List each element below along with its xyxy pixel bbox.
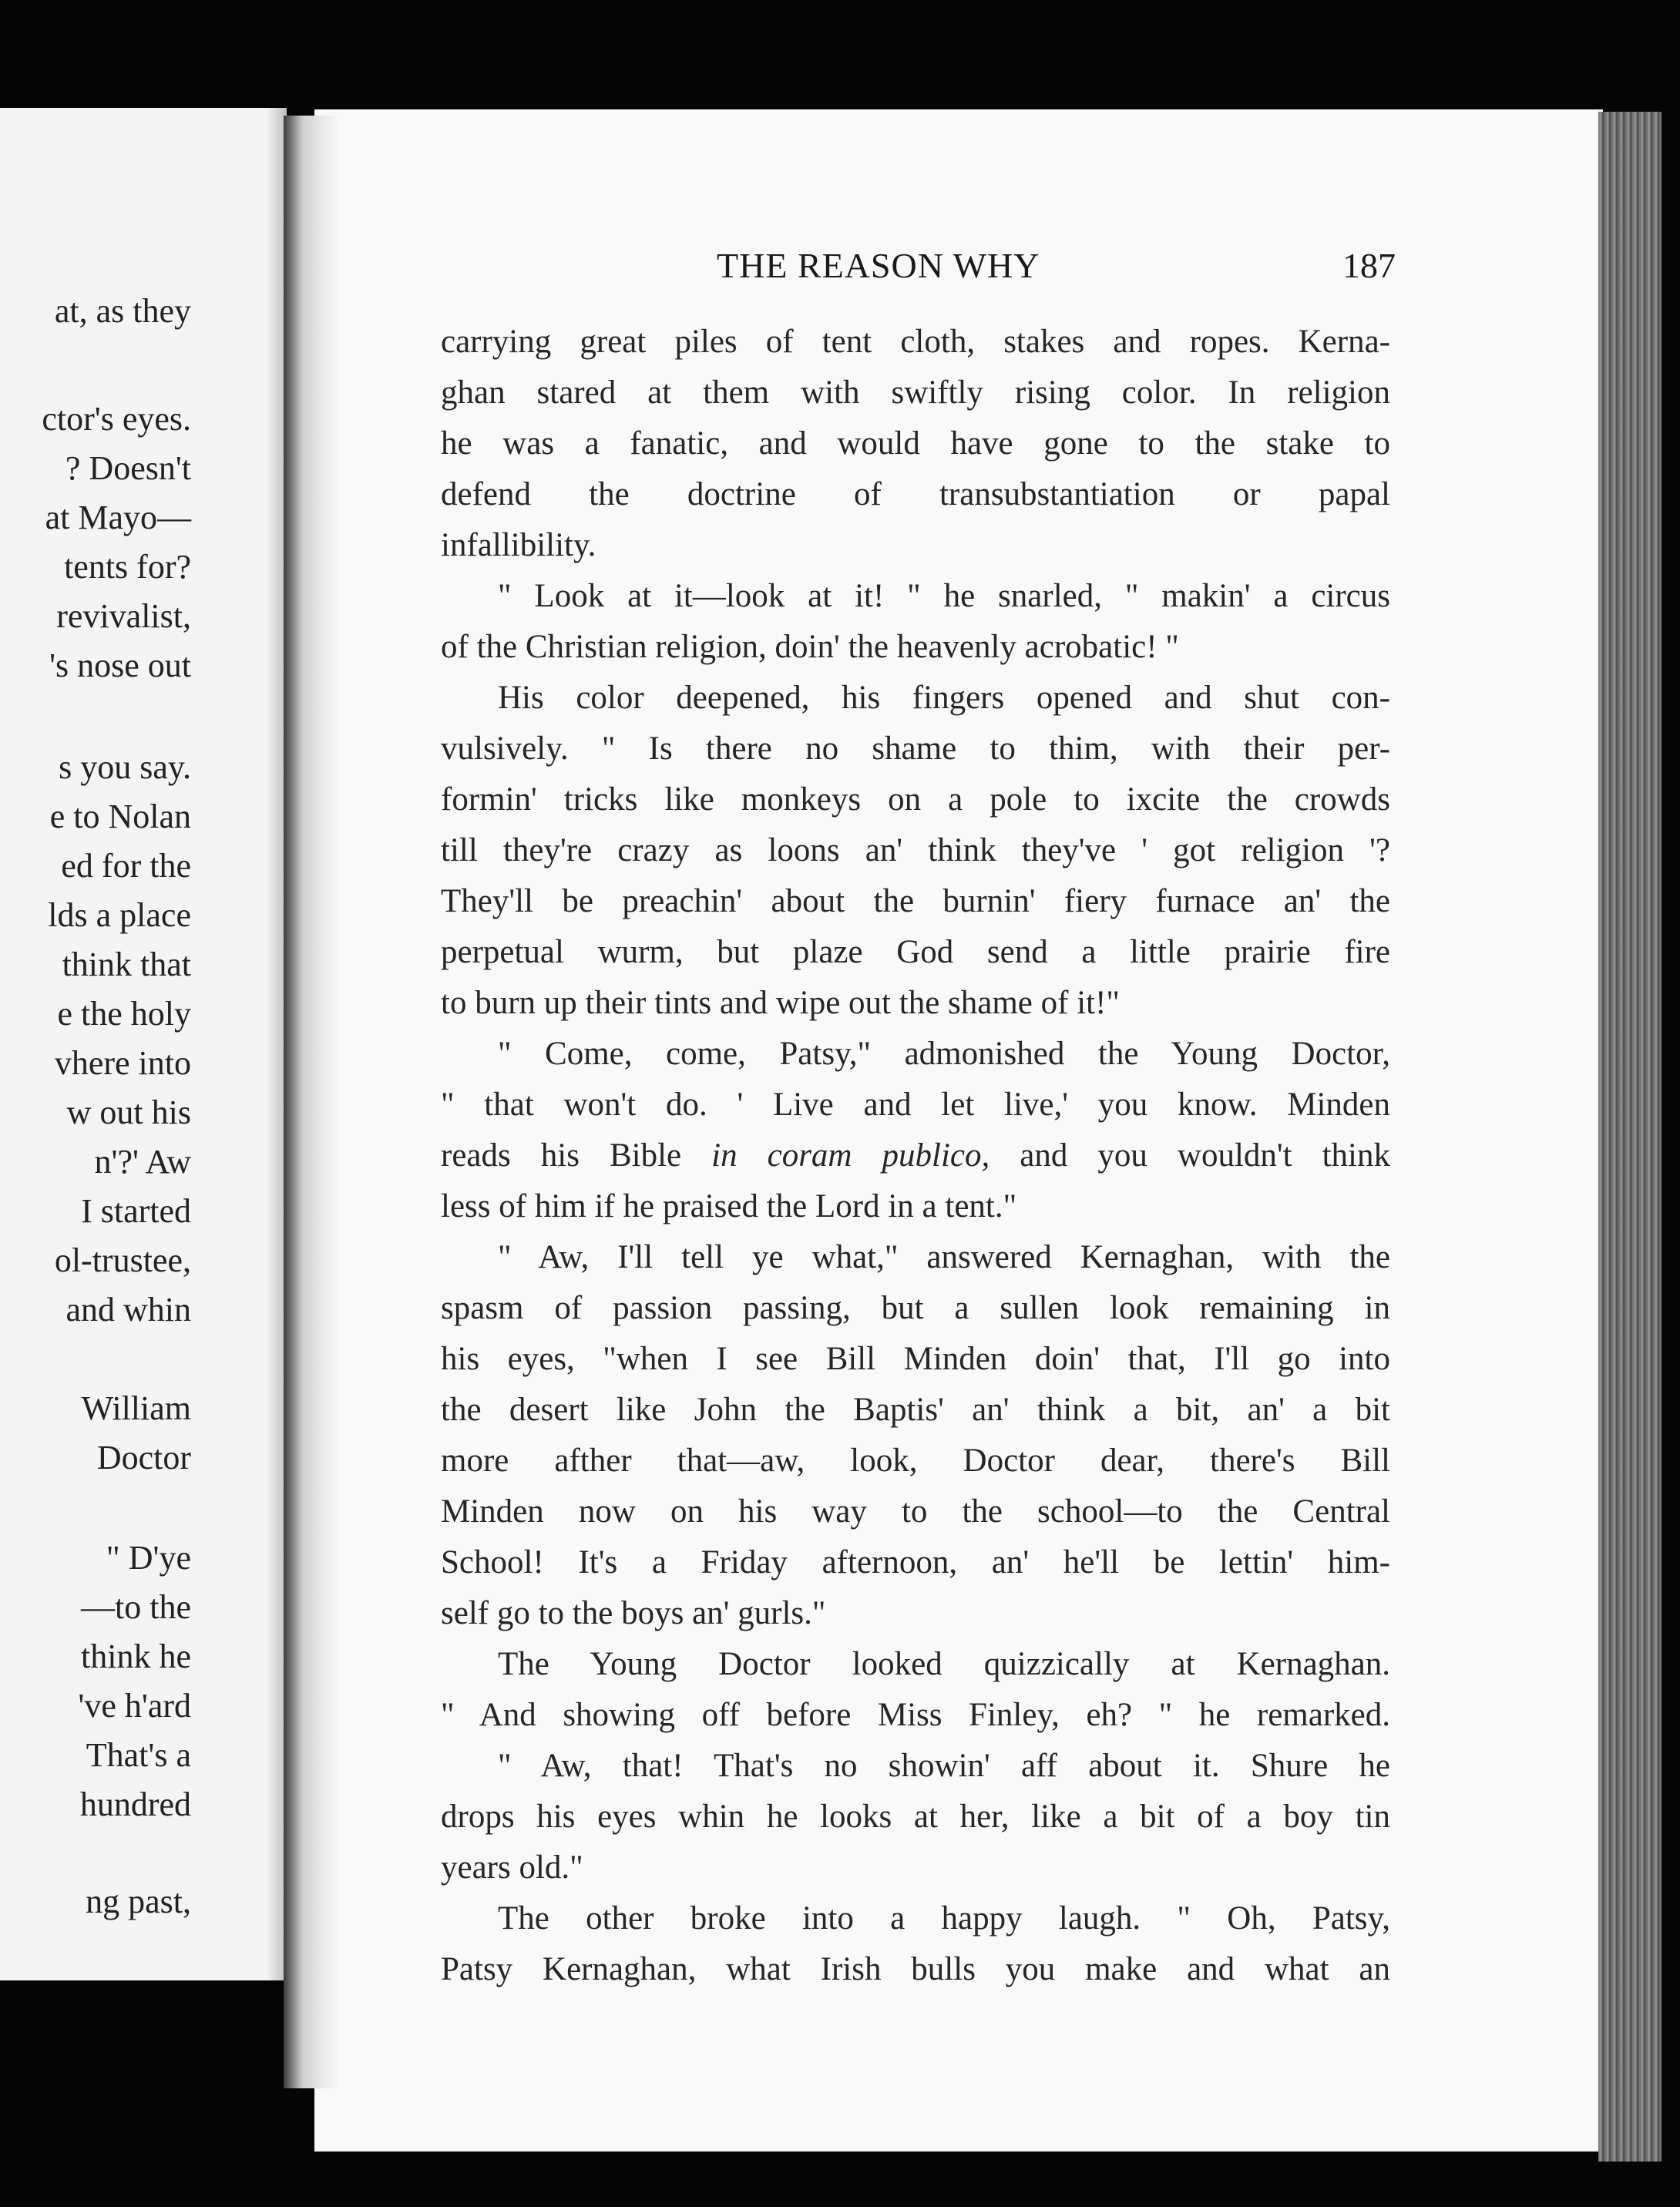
left-text-line: ed for the	[61, 847, 191, 885]
left-text-line: ol-trustee,	[54, 1241, 191, 1279]
text-line: perpetual wurm, but plaze God send a little prairie fire	[441, 934, 1390, 970]
text-line: his eyes, "when I see Bill Minden doin' that, I'll go into	[441, 1341, 1390, 1377]
text-line: " Aw, that! That's no showin' aff about it. Shure he	[498, 1748, 1390, 1784]
text-line: " that won't do. ' Live and let live,' you know. Minden	[441, 1087, 1390, 1123]
left-text-line: tents for?	[64, 548, 191, 586]
text-line: more afther that—aw, look, Doctor dear, there's Bill	[441, 1443, 1390, 1479]
text-line: years old."	[441, 1849, 583, 1886]
text-line: " And showing off before Miss Finley, eh? " he remarked.	[441, 1697, 1390, 1733]
left-text-line: ? Doesn't	[65, 449, 191, 487]
text-line: Minden now on his way to the school—to the Central	[441, 1493, 1390, 1530]
page-edges	[1598, 112, 1662, 2162]
text-line: vulsively. " Is there no shame to thim, with their per-	[441, 731, 1390, 767]
left-text-line: at, as they	[54, 292, 191, 330]
left-text-line: hundred	[79, 1785, 191, 1823]
left-text-line: 've h'ard	[78, 1687, 191, 1725]
page-number: 187	[1342, 246, 1396, 285]
text-line: the desert like John the Baptis' an' think a bit, an' a bit	[441, 1392, 1390, 1428]
left-text-line: revivalist,	[56, 597, 191, 635]
left-text-line: at Mayo—	[45, 499, 191, 536]
italic-phrase: in coram publico,	[711, 1137, 990, 1174]
left-text-line: —to the	[81, 1588, 191, 1626]
text-line: His color deepened, his fingers opened and shut con-	[498, 680, 1390, 716]
text-line: of the Christian religion, doin' the heavenly acrobatic! "	[441, 629, 1179, 665]
text-line: carrying great piles of tent cloth, stakes and ropes. Kerna-	[441, 324, 1390, 360]
left-text-line: ctor's eyes.	[42, 400, 191, 438]
left-text-line: and whin	[66, 1291, 191, 1329]
left-text-line: n'?' Aw	[94, 1143, 191, 1181]
text-line: infallibility.	[441, 527, 596, 563]
text-line: formin' tricks like monkeys on a pole to ixcite the crowds	[441, 781, 1390, 818]
left-text-line: William	[81, 1389, 191, 1427]
text-line: drops his eyes whin he looks at her, like a bit of a boy tin	[441, 1799, 1390, 1835]
text-line: to burn up their tints and wipe out the shame of it!"	[441, 985, 1120, 1021]
text-line: " Look at it—look at it! " he snarled, " makin' a circus	[498, 578, 1390, 614]
left-facing-page	[0, 108, 287, 1980]
book-gutter	[284, 116, 338, 2088]
text-line: " Aw, I'll tell ye what," answered Kernaghan, with the	[498, 1239, 1390, 1275]
left-text-line: 's nose out	[49, 647, 191, 684]
left-text-line: " D'ye	[106, 1539, 191, 1577]
left-text-line: think he	[81, 1638, 191, 1675]
left-text-line: ng past,	[86, 1883, 191, 1920]
left-text-line: think that	[62, 946, 191, 983]
text-run: and you wouldn't think	[1020, 1137, 1390, 1174]
text-line: ghan stared at them with swiftly rising color. In religion	[441, 375, 1390, 411]
left-text-line: I started	[81, 1192, 191, 1230]
text-run: reads his Bible	[441, 1137, 682, 1174]
left-text-line: s you say.	[59, 748, 191, 786]
left-text-line: vhere into	[54, 1044, 191, 1082]
text-line: spasm of passion passing, but a sullen look remaining in	[441, 1290, 1390, 1326]
text-line: School! It's a Friday afternoon, an' he'll be lettin' him-	[441, 1544, 1390, 1581]
text-line: The other broke into a happy laugh. " Oh, Patsy,	[498, 1900, 1390, 1937]
text-line	[441, 1133, 1390, 1179]
text-line: till they're crazy as loons an' think they've ' got religion '?	[441, 832, 1390, 868]
text-line: less of him if he praised the Lord in a tent."	[441, 1188, 1017, 1224]
text-line: self go to the boys an' gurls."	[441, 1595, 826, 1631]
text-line: The Young Doctor looked quizzically at Kernaghan.	[498, 1646, 1390, 1682]
text-line: Patsy Kernaghan, what Irish bulls you make and what an	[441, 1951, 1390, 1987]
left-text-line: e the holy	[57, 995, 191, 1033]
running-head: THE REASON WHY	[717, 246, 1040, 285]
left-text-line: Doctor	[96, 1439, 191, 1476]
left-text-line: lds a place	[48, 896, 191, 934]
text-line: he was a fanatic, and would have gone to the stake to	[441, 425, 1390, 462]
text-line: defend the doctrine of transubstantiation or papal	[441, 476, 1390, 512]
text-line: They'll be preachin' about the burnin' fiery furnace an' the	[441, 883, 1390, 919]
left-text-line: e to Nolan	[49, 798, 191, 835]
text-line: " Come, come, Patsy," admonished the Young Doctor,	[498, 1036, 1390, 1072]
left-text-line: That's a	[86, 1736, 191, 1774]
left-text-line: w out his	[66, 1093, 191, 1131]
